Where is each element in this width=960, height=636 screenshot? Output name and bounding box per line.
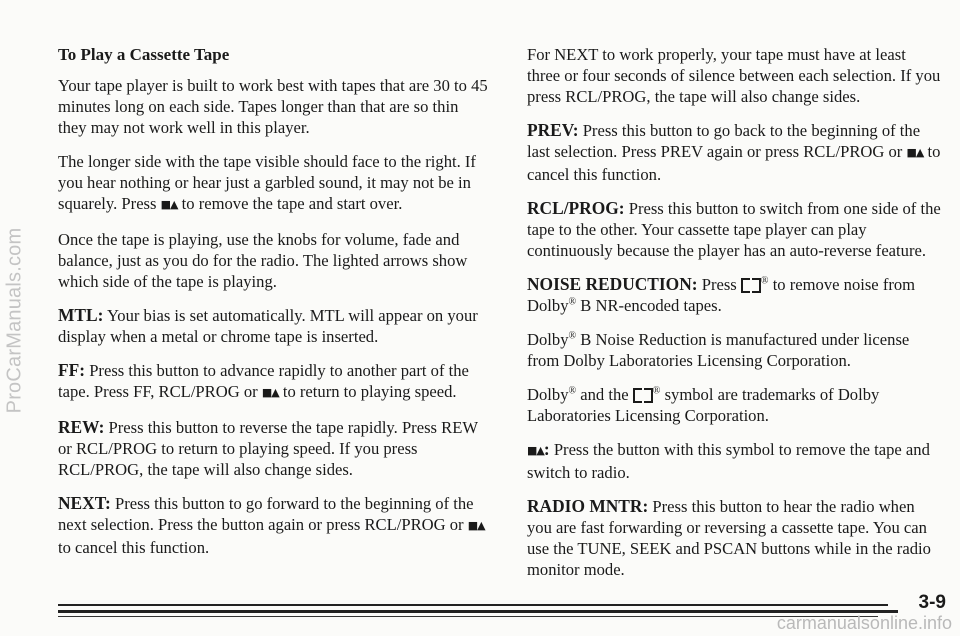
section-heading: To Play a Cassette Tape <box>58 45 230 64</box>
eject-icon: ■▲ <box>906 146 924 159</box>
paragraph-eject: ■▲: Press the button with this symbol to remove the tape and switch to radio. <box>527 439 930 482</box>
right-column <box>527 44 943 593</box>
term-ff: FF: <box>58 360 86 380</box>
footer-rule <box>58 610 898 613</box>
term-rew: REW: <box>58 417 105 437</box>
left-column <box>58 44 490 571</box>
eject-icon: ■▲ <box>261 386 279 399</box>
paragraph-next-silence: For NEXT to work properly, your tape must have at least three or four seconds of silence between each selection. If you press RCL/PROG, the tape will also change sides. <box>527 45 941 106</box>
eject-icon: ■▲ <box>467 519 485 532</box>
term-mtl: MTL: <box>58 305 104 325</box>
term-rcl-prog: RCL/PROG: <box>527 198 625 218</box>
eject-icon: ■▲ <box>527 444 544 457</box>
paragraph-next: NEXT: Press this button to go forward to the beginning of the next selection. Press the button again or press RCL/PROG or ■▲ to cancel this function. <box>58 493 485 557</box>
paragraph-rew: REW: Press this button to reverse the tape rapidly. Press REW or RCL/PROG to return to playing speed. If you press RCL/PROG, the tape will also change sides. <box>58 417 478 479</box>
term-eject: : <box>543 439 550 459</box>
watermark-procarmanuals: ProCarManuals.com <box>3 227 26 413</box>
paragraph-tape-insert: The longer side with the tape visible should face to the right. If you hear nothing or hear just a garbled sound, it may not be in squarely. Press ■▲ to remove the tape and start over. <box>58 152 476 213</box>
paragraph-dolby-trademark: Dolby® and the ® symbol are trademarks of Dolby Laboratories Licensing Corporation. <box>527 385 880 425</box>
paragraph-mtl: MTL: Your bias is set automatically. MTL will appear on your display when a metal or chrome tape is inserted. <box>58 305 478 346</box>
term-noise-reduction: NOISE REDUCTION: <box>527 274 698 294</box>
paragraph-ff: FF: Press this button to advance rapidly to another part of the tape. Press FF, RCL/PROG or ■▲ to return to playing speed. <box>58 360 469 401</box>
dolby-nr-icon <box>741 278 761 291</box>
paragraph-rcl-prog: RCL/PROG: Press this button to switch from one side of the tape to the other. Your cassette tape player can play continuously because the player has an auto-reverse feature. <box>527 198 941 260</box>
footer-rule <box>58 604 888 606</box>
term-radio-mntr: RADIO MNTR: <box>527 496 649 516</box>
paragraph-tape-length: Your tape player is built to work best with tapes that are 30 to 45 minutes long on each side. Tapes longer than that are so thin they may not work well in this player. <box>58 76 488 137</box>
paragraph-playing: Once the tape is playing, use the knobs for volume, fade and balance, just as you do for the radio. The lighted arrows show which side of the tape is playing. <box>58 230 468 291</box>
watermark-carmanualsonline: carmanualsonline.info <box>776 613 952 633</box>
term-next: NEXT: <box>58 493 111 513</box>
dolby-nr-icon <box>633 388 653 401</box>
paragraph-radio-monitor: RADIO MNTR: Press this button to hear the radio when you are fast forwarding or reversing a cassette tape. You can use the TUNE, SEEK and PSCAN buttons while in the radio monitor mode. <box>527 496 931 579</box>
paragraph-noise-reduction: NOISE REDUCTION: Press ® to remove noise from Dolby® B NR-encoded tapes. <box>527 274 916 315</box>
eject-icon: ■▲ <box>160 198 178 211</box>
term-prev: PREV: <box>527 120 579 140</box>
page-number: 3-9 <box>918 592 946 613</box>
paragraph-dolby-license: Dolby® B Noise Reduction is manufactured under license from Dolby Laboratories Licensing Corporation. <box>527 330 910 370</box>
paragraph-prev: PREV: Press this button to go back to the beginning of the last selection. Press PREV again or press RCL/PROG or ■▲ to cancel this function. <box>527 120 941 184</box>
footer-rule <box>58 616 878 617</box>
